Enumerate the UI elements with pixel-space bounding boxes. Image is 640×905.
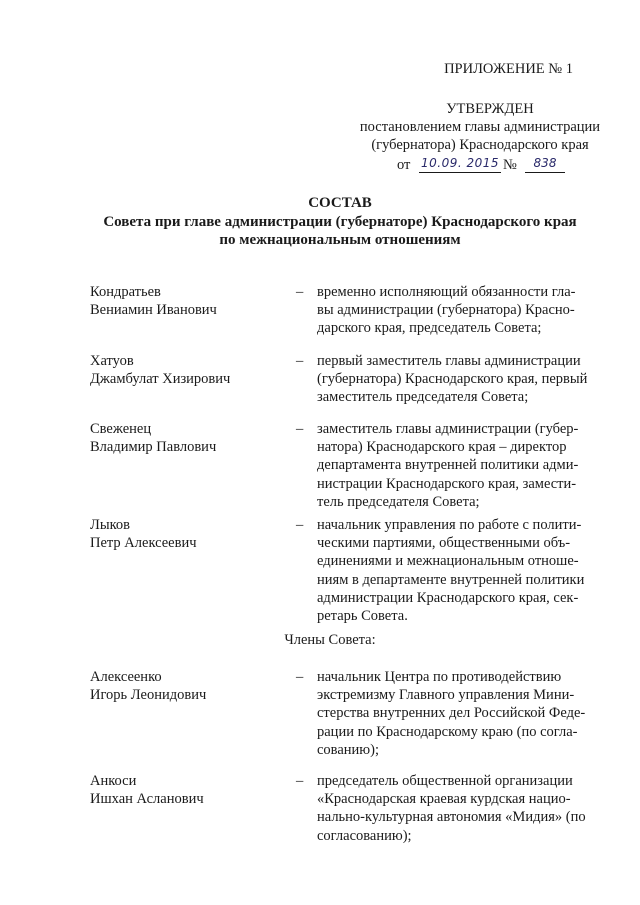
member-dash: – [296, 517, 304, 533]
role-line: департамента внутренней политики адми- [317, 457, 579, 474]
member-surname: Алексеенко [90, 669, 162, 685]
member-dash: – [296, 669, 304, 685]
title-line-3: по межнациональным отношениям [219, 232, 461, 248]
role-line: стерства внутренних дел Российской Феде- [317, 705, 586, 722]
title-line-1: СОСТАВ [308, 195, 372, 211]
role-line: согласованию); [317, 827, 412, 844]
annex-label: ПРИЛОЖЕНИЕ № 1 [444, 61, 573, 77]
role-line: единениями и межнациональным отноше- [317, 553, 579, 570]
role-line: (губернатора) Краснодарского края, первый [317, 371, 588, 388]
member-surname: Хатуов [90, 353, 134, 369]
role-line: сованию); [317, 741, 379, 758]
role-line: ниям в департаменте внутренней политики [317, 571, 585, 588]
member-given-names: Ишхан Асланович [90, 791, 204, 808]
member-role [317, 516, 610, 625]
role-line: экстремизму Главного управления Мини- [317, 687, 575, 704]
approval-date-line [355, 156, 605, 178]
member-dash: – [296, 773, 304, 789]
member-role [317, 283, 610, 338]
member-name [90, 516, 280, 552]
members-heading: Члены Совета: [284, 632, 376, 648]
role-line: рации по Краснодарскому краю (по согла- [317, 723, 578, 740]
role-line: ретарь Совета. [317, 608, 408, 625]
member-given-names: Джамбулат Хизирович [90, 371, 231, 388]
role-line: заместитель председателя Совета; [317, 389, 529, 406]
member-given-names: Петр Алексеевич [90, 535, 197, 552]
role-line: «Краснодарская краевая курдская нацио- [317, 791, 571, 808]
approval-line-2: (губернатора) Краснодарского края [371, 137, 589, 153]
role-line: председатель общественной организации [317, 773, 573, 789]
member-dash: – [296, 421, 304, 437]
date-prefix: от [397, 157, 411, 173]
role-line: временно исполняющий обязанности гла- [317, 284, 576, 300]
member-given-names: Игорь Леонидович [90, 687, 207, 704]
member-surname: Лыков [90, 517, 130, 533]
member-given-names: Владимир Павлович [90, 439, 217, 456]
member-role [317, 352, 610, 407]
handwritten-number: 838 [525, 154, 565, 173]
member-name [90, 772, 280, 808]
title-line-2: Совета при главе администрации (губернаторе) Краснодарского края [103, 213, 577, 230]
approval-block [355, 60, 605, 178]
role-line: заместитель главы администрации (губер- [317, 421, 579, 437]
role-line: начальник управления по работе с полити- [317, 517, 582, 533]
member-role [317, 420, 610, 511]
approved-label: УТВЕРЖДЕН [446, 101, 534, 117]
member-name [90, 283, 280, 319]
role-line: дарского края, председатель Совета; [317, 320, 542, 337]
document-title [60, 194, 620, 250]
member-name [90, 352, 280, 388]
role-line: администрации Краснодарского края, сек- [317, 589, 579, 606]
member-given-names: Вениамин Иванович [90, 302, 217, 319]
role-line: тель председателя Совета; [317, 493, 480, 510]
member-surname: Свеженец [90, 421, 152, 437]
member-name [90, 668, 280, 704]
role-line: нально-культурная автономия «Мидия» (по [317, 809, 586, 826]
role-line: первый заместитель главы администрации [317, 353, 581, 369]
member-surname: Кондратьев [90, 284, 161, 300]
member-role [317, 668, 610, 759]
member-dash: – [296, 353, 304, 369]
role-line: нистрации Краснодарского края, замести- [317, 475, 577, 492]
member-surname: Анкоси [90, 773, 137, 789]
approval-line-1: постановлением главы администрации [359, 119, 601, 135]
role-line: начальник Центра по противодействию [317, 669, 562, 685]
role-line: ческими партиями, общественными объ- [317, 535, 571, 552]
number-sign: № [503, 157, 517, 173]
role-line: натора) Краснодарского края – директор [317, 439, 567, 456]
handwritten-date: 10.09. 2015 [419, 154, 501, 173]
member-name [90, 420, 280, 456]
member-role [317, 772, 610, 845]
member-dash: – [296, 284, 304, 300]
role-line: вы администрации (губернатора) Красно- [317, 302, 575, 319]
